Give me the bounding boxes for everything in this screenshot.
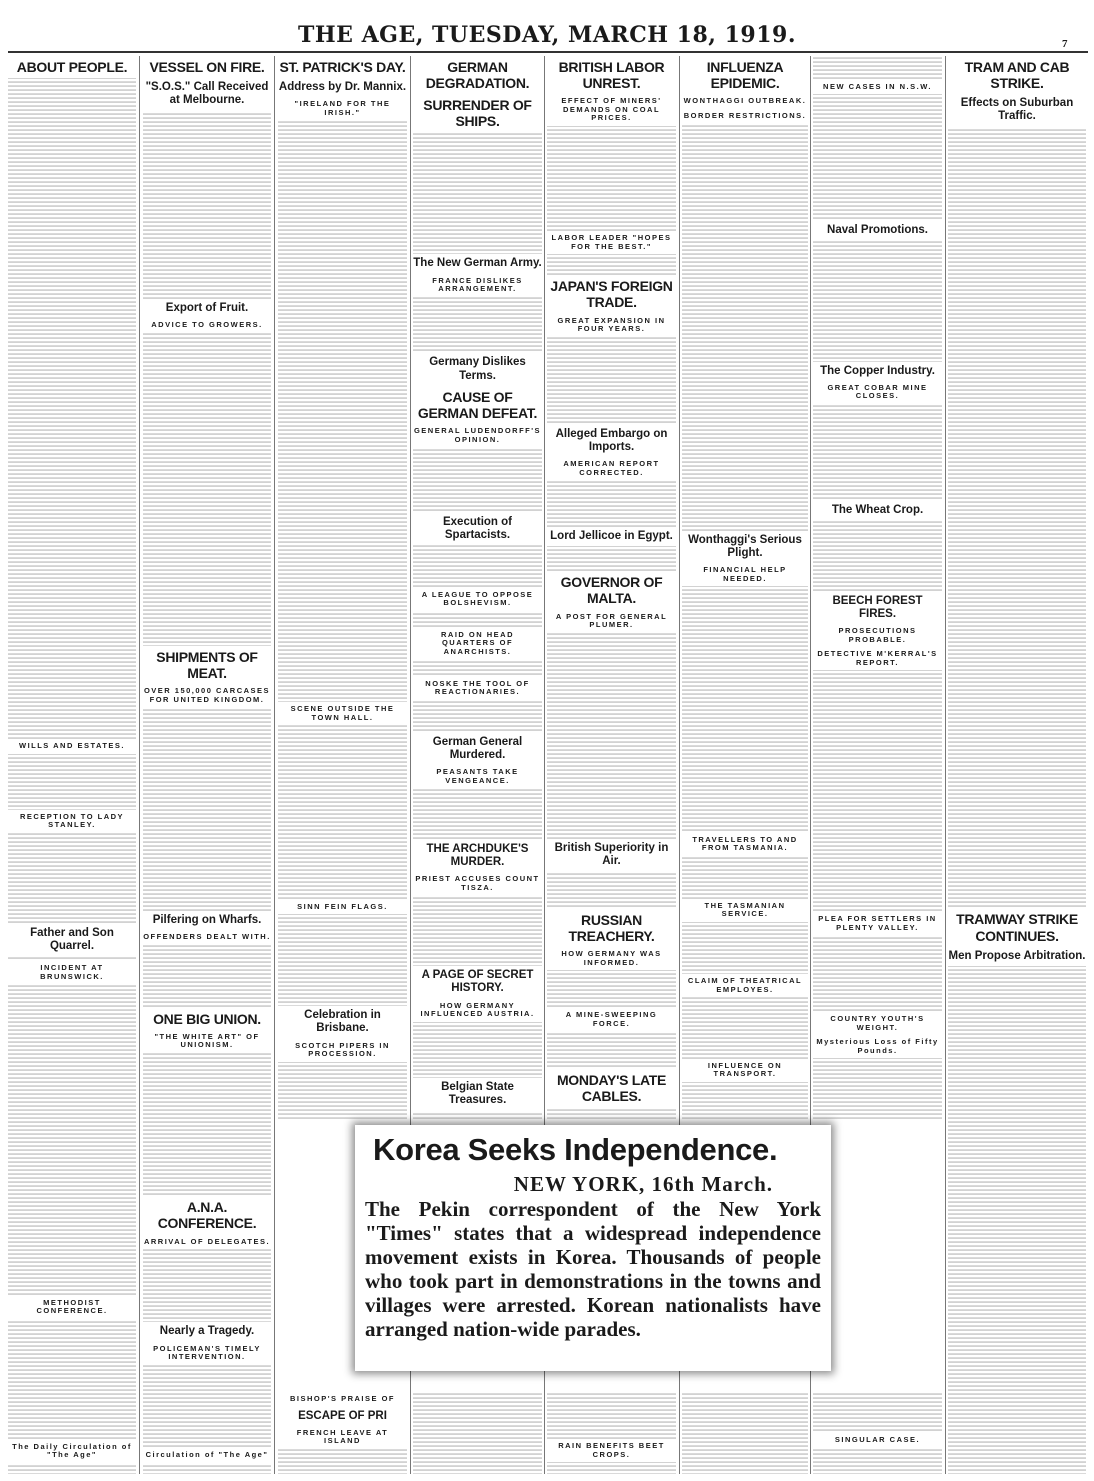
- subheading: PROSECUTIONS PROBABLE.: [813, 624, 942, 647]
- headline: VESSEL ON FIRE.: [143, 56, 271, 78]
- subheadline: "S.O.S." Call Received at Melbourne.: [143, 78, 271, 110]
- column-divider: [139, 56, 140, 1474]
- subheading: OVER 150,000 CARCASES FOR UNITED KINGDOM.: [143, 684, 271, 707]
- headline: Lord Jellicoe in Egypt.: [547, 527, 676, 546]
- subheading: HOW GERMANY INFLUENCED AUSTRIA.: [413, 999, 542, 1022]
- subheading: COUNTRY YOUTH'S WEIGHT.: [813, 1012, 942, 1035]
- subheading: A LEAGUE TO OPPOSE BOLSHEVISM.: [413, 588, 542, 611]
- headline: JAPAN'S FOREIGN TRADE.: [547, 275, 676, 313]
- headline: Pilfering on Wharfs.: [143, 911, 271, 930]
- column-7-continued: [813, 1392, 942, 1474]
- subheading: TRAVELLERS TO AND FROM TASMANIA.: [682, 833, 808, 856]
- headline: THE ARCHDUKE'S MURDER.: [413, 840, 542, 872]
- headline: The New German Army.: [413, 254, 542, 273]
- subheading: Mysterious Loss of Fifty Pounds.: [813, 1035, 942, 1058]
- subheading: SCENE OUTSIDE THE TOWN HALL.: [278, 702, 407, 725]
- headline: BEECH FOREST FIRES.: [813, 592, 942, 624]
- column-6: [682, 56, 808, 1120]
- subheading: RAID ON HEAD QUARTERS OF ANARCHISTS.: [413, 628, 542, 660]
- subheading: NOSKE THE TOOL OF REACTIONARIES.: [413, 677, 542, 700]
- headline: TRAM AND CAB STRIKE.: [948, 56, 1086, 94]
- column-divider: [274, 56, 275, 1474]
- headline: Father and Son Quarrel.: [8, 924, 136, 956]
- headline: Alleged Embargo on Imports.: [547, 425, 676, 457]
- subheading: WILLS AND ESTATES.: [8, 739, 136, 754]
- column-divider: [945, 56, 946, 1474]
- subheadline: Men Propose Arbitration.: [948, 947, 1086, 966]
- subheading: RECEPTION TO LADY STANLEY.: [8, 810, 136, 833]
- subheading: A POST FOR GENERAL PLUMER.: [547, 610, 676, 633]
- headline: ST. PATRICK'S DAY.: [278, 56, 407, 78]
- page-number: 7: [1062, 38, 1068, 50]
- inset-body: The Pekin correspondent of the New York "Times" states that a widespread independence movement exists in Korea. Thousands of people who took part in demonstrations in the towns and villages were arrested. Korean nationalists have arranged nation-wide parades.: [365, 1197, 821, 1341]
- column-7: [813, 56, 942, 1120]
- subheading: RAIN BENEFITS BEET CROPS.: [547, 1439, 676, 1462]
- headline: MONDAY'S LATE CABLES.: [547, 1069, 676, 1107]
- headline: A.N.A. CONFERENCE.: [143, 1196, 271, 1234]
- headline: TRAMWAY STRIKE CONTINUES.: [948, 908, 1086, 946]
- subheading: PRIEST ACCUSES COUNT TISZA.: [413, 872, 542, 895]
- subheadline: Effects on Suburban Traffic.: [948, 94, 1086, 126]
- headline: SHIPMENTS OF MEAT.: [143, 646, 271, 684]
- subheading: FRANCE DISLIKES ARRANGEMENT.: [413, 274, 542, 297]
- subheading: FINANCIAL HELP NEEDED.: [682, 563, 808, 586]
- subheading: GREAT COBAR MINE CLOSES.: [813, 381, 942, 404]
- subheading: LABOR LEADER "HOPES FOR THE BEST.": [547, 231, 676, 254]
- subheading: INCIDENT AT BRUNSWICK.: [8, 961, 136, 984]
- headline: Celebration in Brisbane.: [278, 1006, 407, 1038]
- subheading: POLICEMAN'S TIMELY INTERVENTION.: [143, 1342, 271, 1365]
- column-3: [278, 56, 407, 1120]
- subheading: BISHOP'S PRAISE OF: [278, 1392, 407, 1407]
- column-4-continued: [413, 1392, 542, 1474]
- subheading: CLAIM OF THEATRICAL EMPLOYES.: [682, 974, 808, 997]
- headline: Export of Fruit.: [143, 299, 271, 318]
- subheading: PEASANTS TAKE VENGEANCE.: [413, 765, 542, 788]
- subheading: DETECTIVE M'KERRAL'S REPORT.: [813, 647, 942, 670]
- subheading: EFFECT OF MINERS' DEMANDS ON COAL PRICES.: [547, 94, 676, 126]
- subheadline: SURRENDER OF SHIPS.: [413, 94, 542, 132]
- subheading: "IRELAND FOR THE IRISH.": [278, 97, 407, 120]
- headline: Germany Dislikes Terms.: [413, 353, 542, 385]
- column-8: [948, 56, 1086, 1474]
- column-5: [547, 56, 676, 1120]
- inset-headline: Korea Seeks Independence.: [373, 1132, 778, 1167]
- column-3-continued: [278, 1392, 407, 1474]
- headline: ONE BIG UNION.: [143, 1008, 271, 1030]
- headline: CAUSE OF GERMAN DEFEAT.: [413, 386, 542, 424]
- subheading: GREAT EXPANSION IN FOUR YEARS.: [547, 314, 676, 337]
- column-4: [413, 56, 542, 1120]
- headline: GOVERNOR OF MALTA.: [547, 571, 676, 609]
- subheading: GENERAL LUDENDORFF'S OPINION.: [413, 424, 542, 447]
- subheading: "THE WHITE ART" OF UNIONISM.: [143, 1030, 271, 1053]
- subheading: INFLUENCE ON TRANSPORT.: [682, 1059, 808, 1082]
- subheading: OFFENDERS DEALT WITH.: [143, 930, 271, 945]
- subheading: FRENCH LEAVE AT ISLAND: [278, 1426, 407, 1449]
- masthead-title: THE AGE, TUESDAY, MARCH 18, 1919.: [298, 22, 796, 48]
- column-1: [8, 56, 136, 1474]
- headline: A PAGE OF SECRET HISTORY.: [413, 966, 542, 998]
- headline: Naval Promotions.: [813, 221, 942, 240]
- headline: Execution of Spartacists.: [413, 513, 542, 545]
- column-6-continued: [682, 1392, 808, 1474]
- column-5-continued: [547, 1392, 676, 1474]
- subheading: NEW CASES IN N.S.W.: [813, 80, 942, 95]
- inset-dateline: NEW YORK, 16th March.: [513, 1172, 773, 1196]
- footer-note: The Daily Circulation of "The Age": [8, 1440, 136, 1463]
- masthead-rule: [8, 51, 1088, 53]
- subheading: ARRIVAL OF DELEGATES.: [143, 1235, 271, 1250]
- headline: The Copper Industry.: [813, 362, 942, 381]
- subheading: METHODIST CONFERENCE.: [8, 1296, 136, 1319]
- korea-article-inset: [355, 1125, 831, 1371]
- headline: ESCAPE OF PRI: [278, 1407, 407, 1426]
- subheading: WONTHAGGI OUTBREAK.: [682, 94, 808, 109]
- subheading: AMERICAN REPORT CORRECTED.: [547, 457, 676, 480]
- headline: ABOUT PEOPLE.: [8, 56, 136, 78]
- headline: BRITISH LABOR UNREST.: [547, 56, 676, 94]
- subheading: SINGULAR CASE.: [813, 1433, 942, 1448]
- headline: GERMAN DEGRADATION.: [413, 56, 542, 94]
- headline: The Wheat Crop.: [813, 501, 942, 520]
- subheading: HOW GERMANY WAS INFORMED.: [547, 947, 676, 970]
- headline: British Superiority in Air.: [547, 839, 676, 871]
- subheading: SINN FEIN FLAGS.: [278, 900, 407, 915]
- headline: Nearly a Tragedy.: [143, 1322, 271, 1341]
- column-2: [143, 56, 271, 1474]
- subheadline: Address by Dr. Mannix.: [278, 78, 407, 97]
- headline: German General Murdered.: [413, 733, 542, 765]
- headline: INFLUENZA EPIDEMIC.: [682, 56, 808, 94]
- subheading: BORDER RESTRICTIONS.: [682, 109, 808, 124]
- subheading: PLEA FOR SETTLERS IN PLENTY VALLEY.: [813, 912, 942, 935]
- headline: RUSSIAN TREACHERY.: [547, 909, 676, 947]
- footer-note: Circulation of "The Age": [143, 1448, 271, 1463]
- headline: Belgian State Treasures.: [413, 1078, 542, 1110]
- subheading: SCOTCH PIPERS IN PROCESSION.: [278, 1039, 407, 1062]
- headline: Wonthaggi's Serious Plight.: [682, 531, 808, 563]
- subheading: THE TASMANIAN SERVICE.: [682, 899, 808, 922]
- subheading: ADVICE TO GROWERS.: [143, 318, 271, 333]
- subheading: A MINE-SWEEPING FORCE.: [547, 1008, 676, 1031]
